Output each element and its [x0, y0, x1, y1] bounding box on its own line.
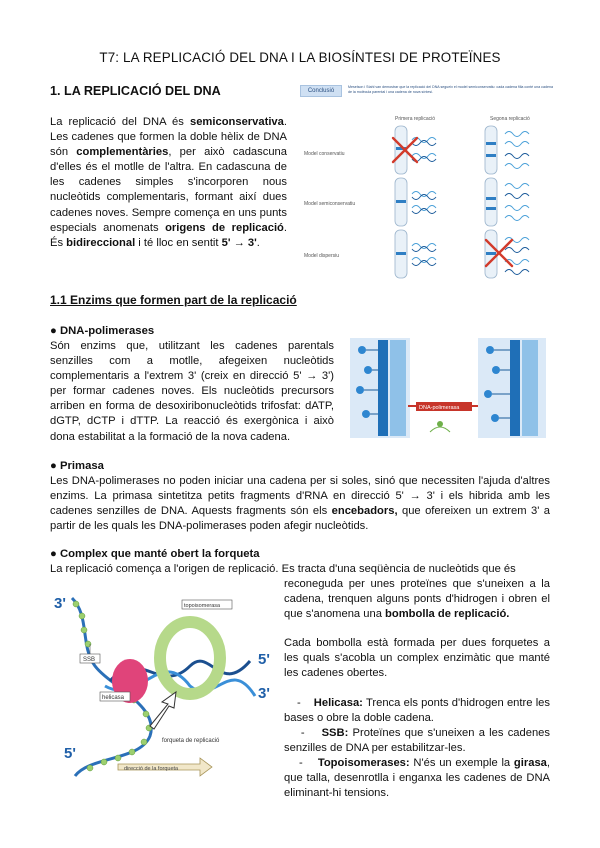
complex-paragraph-line1	[50, 562, 550, 577]
three-prime-right: 3'	[258, 685, 270, 702]
forqueta-label: forqueta de replicació	[162, 738, 220, 744]
complex-text-part2: reconeguda per unes proteïnes que s'uneixen a la cadena, trenquen alguns ponts d'hidrogen i obren el que s'anomena una	[284, 578, 550, 621]
row2-label: Model semiconservatiu	[304, 201, 356, 207]
row3-label: Model dispersiu	[304, 253, 340, 259]
col2-label: Segona replicació	[490, 116, 530, 122]
dnapol-paragraph: Són enzims que, utilitzant les cadenes parentals senzilles com a motlle, afegeixen nucleòtids complementaris a l'extrem 3' (creix en direcció 5' → 3') per formar cadenes noves. Els nucleòtids precursors arriben en forma de desoxiribonucleòtids trifosfat: dATP, dGTP, dCTP i dTTP. La reacció és exergònica i això dona estabilitat a la formació de la nova cadena.	[50, 340, 334, 443]
complex-bold-bombolla: bombolla de replicació.	[385, 608, 510, 621]
direccio-label: direcció de la forqueta	[124, 766, 179, 772]
page-title: T7: LA REPLICACIÓ DEL DNA I LA BIOSÍNTESI DE PROTEÏNES	[99, 50, 501, 65]
helicasa-item: - Helicasa: Trenca els ponts d'hidrogen entre les bases o obre la doble cadena.	[284, 697, 550, 725]
complex-heading: ● Complex que manté obert la forqueta	[50, 548, 260, 560]
dnapol-label: DNA-polimerasa	[419, 405, 460, 411]
row1-label: Model conservatiu	[304, 151, 345, 157]
five-prime-right: 5'	[258, 651, 270, 668]
section-heading-enzims: 1.1 Enzims que formen part de la replicació	[50, 293, 297, 307]
conclusion-label: Conclusió	[300, 85, 342, 97]
bombolla-paragraph: Cada bombolla està formada per dues forquetes a les quals s'acobla un complex enzimàtic que manté les cadenes obertes.	[284, 637, 550, 680]
dna-polymerase-figure	[350, 336, 550, 441]
ssb-label: SSB	[83, 657, 96, 663]
topo-item: - Topoisomerases: N'és un exemple la girasa, que talla, desenrotlla i enganxa les cadenes de DNA eliminant-hi tensions.	[284, 757, 550, 800]
replication-models-figure	[300, 112, 555, 287]
section-heading-replicacio: 1. LA REPLICACIÓ DEL DNA	[50, 84, 221, 98]
dnapol-heading: ● DNA-polimerases	[50, 325, 155, 337]
replication-fork-figure	[50, 586, 280, 778]
complex-text-part1: La replicació comença a l'origen de replicació. Es tracta d'una seqüència de nucleòtids que és	[50, 563, 516, 575]
conclusion-text: Meselson i Stahl van demostrar que la replicació del DNA segueix el model semiconservatiu: cada cadena filla conté una cadena de la molècula parental i una cadena de nova síntesi.	[348, 85, 553, 94]
three-prime-top: 3'	[54, 595, 66, 612]
intro-paragraph: La replicació del DNA és semiconservativa. Les cadenes que formen la doble hèlix de DNA són complementàries, per això cadascuna d'elles és el motlle de l'altra. En cadascuna de les cadenes simples s'incorporen nous nucleòtids complementaris, formant així dues cadenes noves. Sempre comença en uns punts especials anomenats origens de replicació. És bidireccional i té lloc en sentit 5' → 3'.	[50, 116, 287, 249]
complex-paragraph-rest	[284, 577, 550, 622]
primasa-paragraph: Les DNA-polimerases no poden iniciar una cadena per si soles, sinó que necessiten l'ajuda d'altres enzims. La primasa sintetitza petits fragments d'RNA en direcció 5' → 3' i els hibrida amb les cadenes senzilles de DNA. Aquests fragments són els encebadors, que ofereixen un extrem 3' a partir de les quals les DNA-polimerases poden afegir nucleòtids.	[50, 475, 550, 533]
primasa-heading: ● Primasa	[50, 460, 104, 472]
col1-label: Primera replicació	[395, 116, 436, 122]
ssb-item: - SSB: Proteïnes que s'uneixen a les cadenes senzilles de DNA per estabilitzar-les.	[284, 727, 550, 755]
helicasa-label: helicasa	[102, 695, 125, 701]
topoisomerasa-label: topoisomerasa	[184, 603, 221, 609]
five-prime-bottom: 5'	[64, 745, 76, 762]
